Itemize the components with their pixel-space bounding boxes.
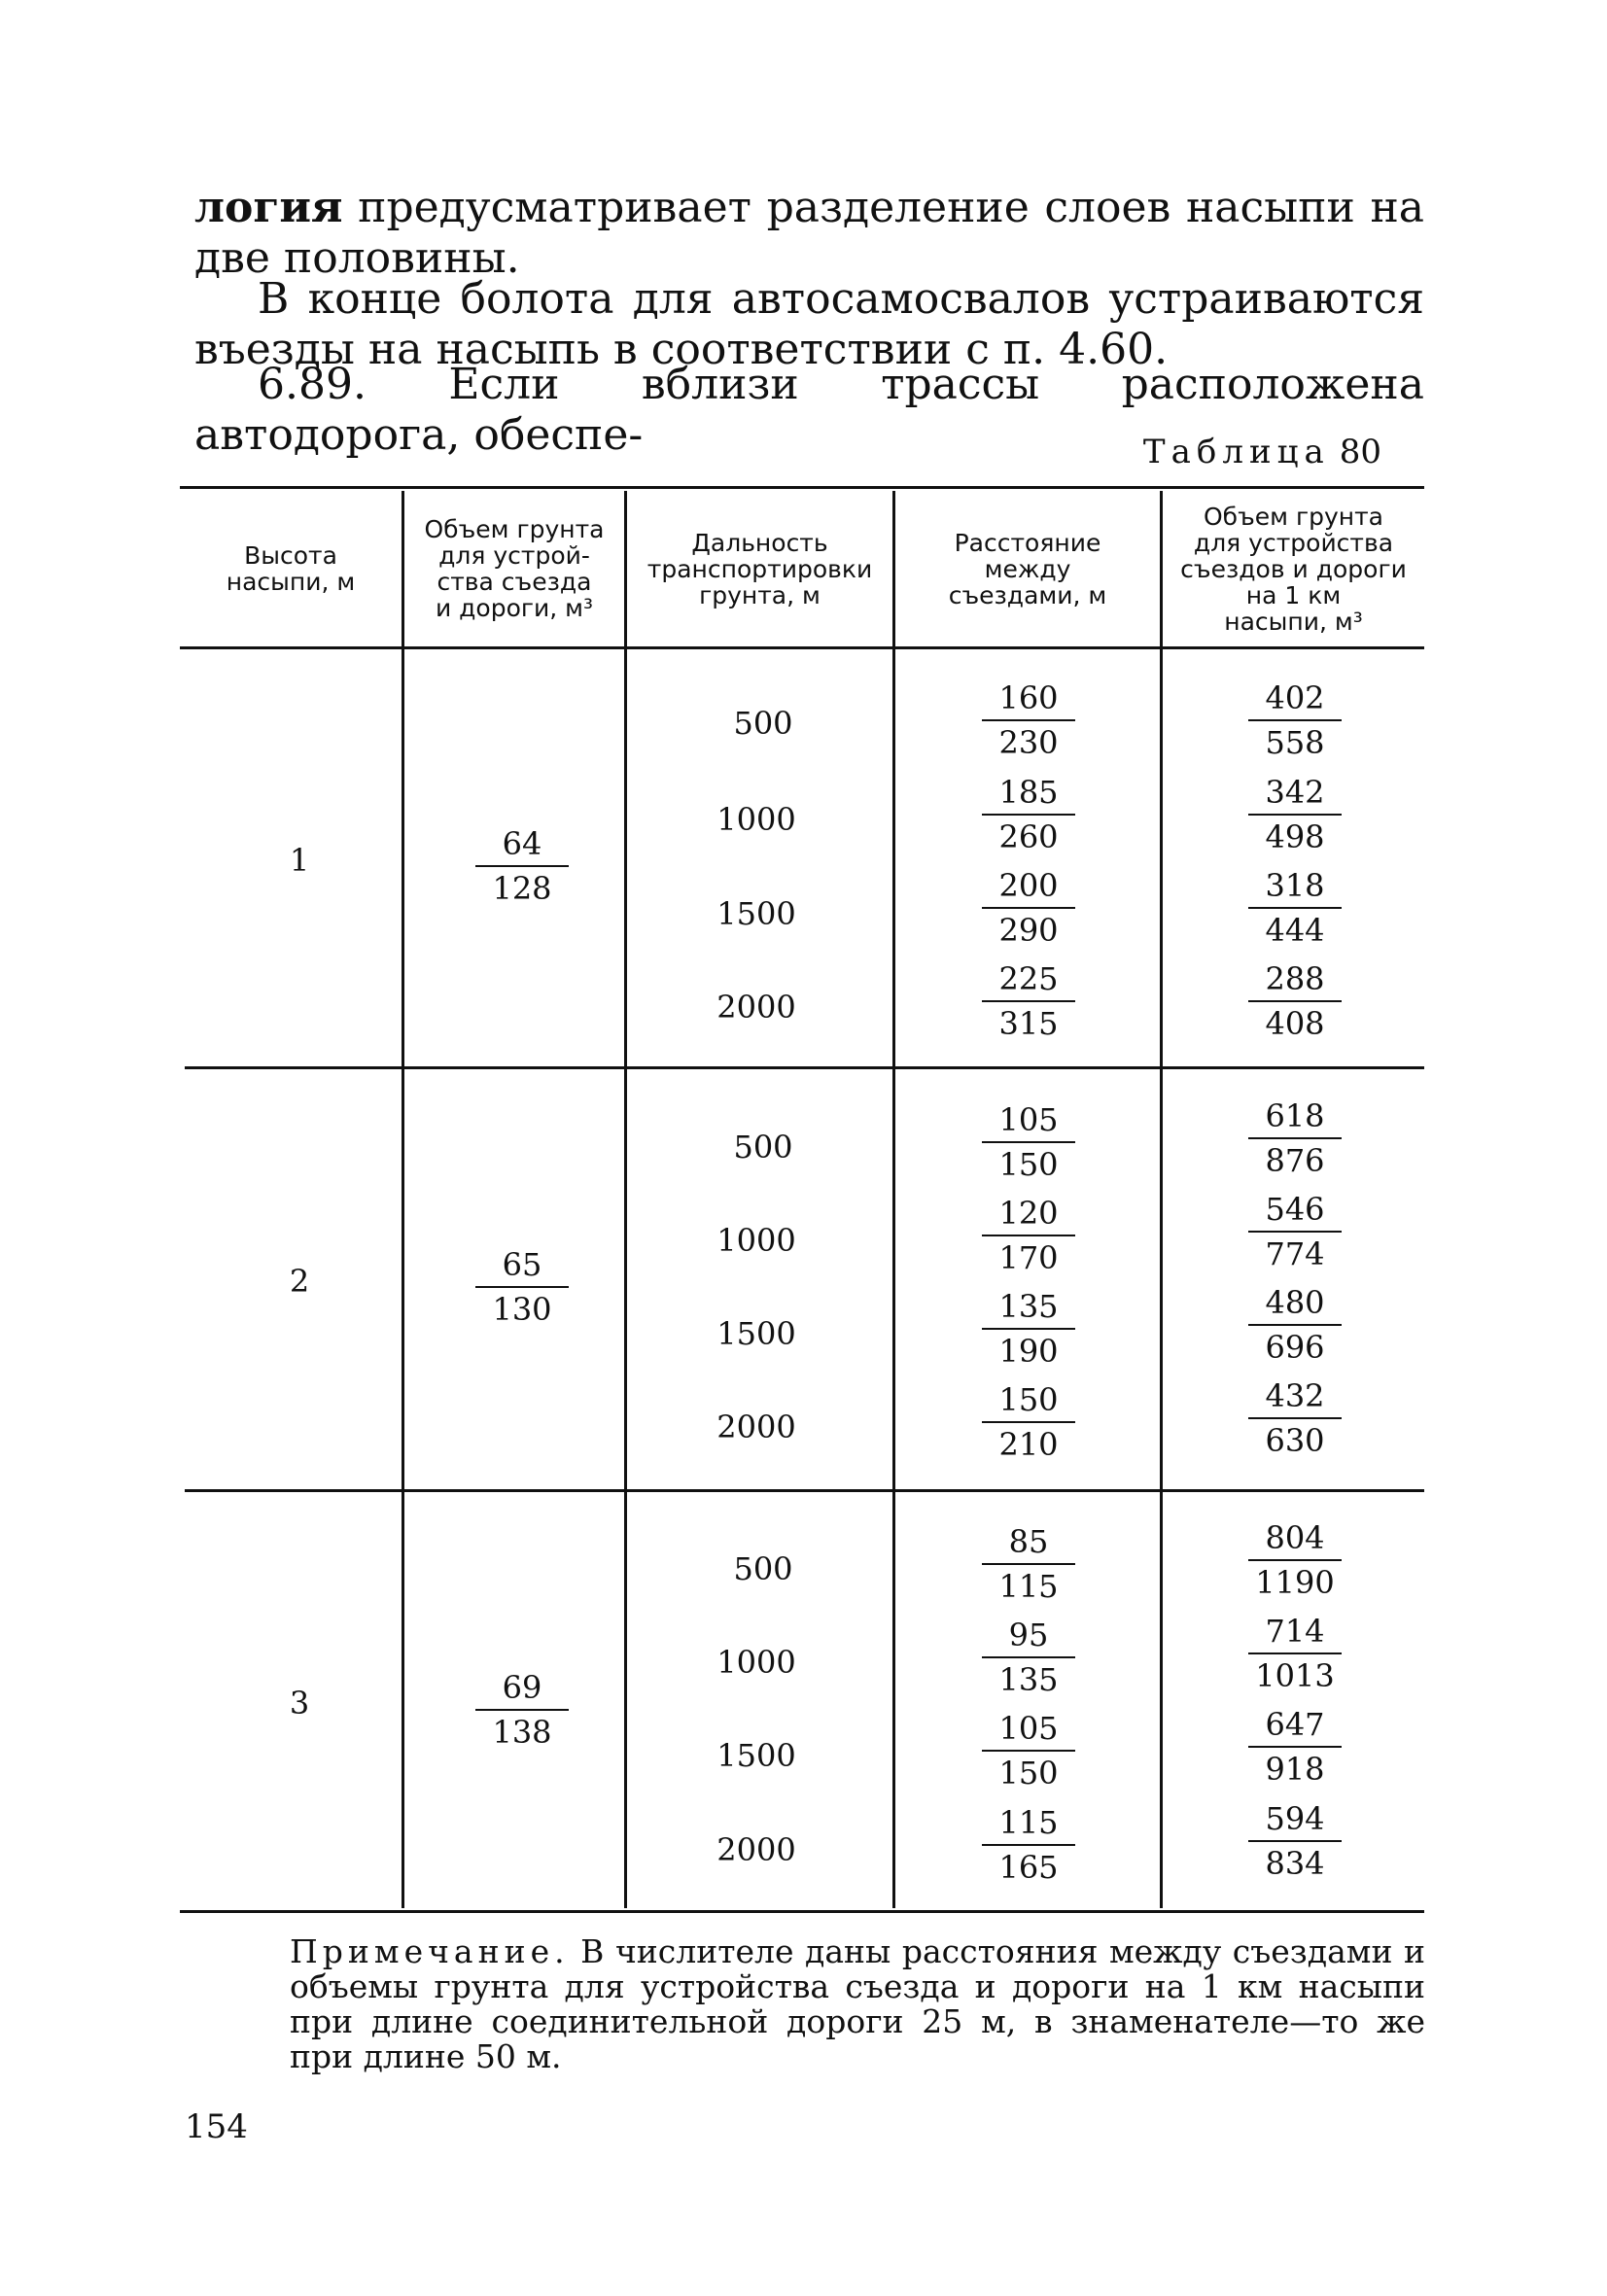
paragraph-2: В конце болота для автосамосвалов устраиваются въезды на насыпь в соответствии с п. 4.60.	[194, 274, 1424, 374]
group-2-row-2-distance: 1000	[716, 1222, 796, 1259]
group-3-height: 3	[289, 1685, 310, 1722]
table-header-rule	[180, 646, 1424, 649]
paragraph-1	[194, 183, 1424, 284]
group-1-row-1-volume-km: 402 558	[1246, 680, 1344, 760]
group-3-row-4-volume-km: 594 834	[1246, 1801, 1344, 1881]
group-2-height: 2	[289, 1263, 310, 1300]
group-2-row-3-volume-km: 480 696	[1246, 1285, 1344, 1365]
paragraph-1-text: предусматривает разделение слоев насыпи на две половины.	[194, 183, 1424, 283]
table-note	[290, 1934, 1425, 2074]
group-3-row-2-distance: 1000	[716, 1644, 796, 1681]
note-text: В числителе даны расстояния между съездами и объемы грунта для устройства съезда и дороги на 1 км насыпи при длине соединительной дороги 25 м, в знаменателе—то же при длине 50 м.	[290, 1932, 1425, 2075]
column-rule-4	[1160, 491, 1163, 1908]
group-2-rule	[185, 1489, 1424, 1492]
group-2-row-1-spacing: 105 150	[980, 1102, 1077, 1182]
group-1-row-4-distance: 2000	[716, 989, 796, 1026]
column-rule-3	[892, 491, 895, 1908]
note-label: Примечание.	[290, 1932, 570, 1970]
group-3-row-2-spacing: 95 135	[980, 1618, 1077, 1697]
column-rule-2	[624, 491, 627, 1908]
group-1-row-4-volume-km: 288 408	[1246, 961, 1344, 1041]
group-1-volume: 64 128	[473, 826, 571, 906]
group-3-row-2-volume-km: 714 1013	[1246, 1614, 1344, 1693]
group-1-row-1-distance: 500	[733, 705, 793, 742]
group-2-row-4-distance: 2000	[716, 1409, 796, 1445]
group-1-row-2-distance: 1000	[716, 801, 796, 838]
group-3-row-3-distance: 1500	[716, 1737, 796, 1774]
group-2-volume: 65 130	[473, 1247, 571, 1327]
group-2-row-2-volume-km: 546 774	[1246, 1192, 1344, 1271]
group-2-row-4-spacing: 150 210	[980, 1382, 1077, 1462]
column-rule-1	[402, 491, 404, 1908]
group-1-row-1-spacing: 160 230	[980, 680, 1077, 760]
group-1-rule	[185, 1066, 1424, 1069]
header-volume-per-km: Объем грунта для устройства съездов и дороги на 1 км насыпи, м³	[1180, 502, 1407, 636]
group-3-row-1-spacing: 85 115	[980, 1524, 1077, 1604]
group-1-row-3-spacing: 200 290	[980, 868, 1077, 948]
group-3-row-1-volume-km: 804 1190	[1246, 1520, 1344, 1600]
group-2-row-3-distance: 1500	[716, 1315, 796, 1352]
page-number: 154	[185, 2107, 248, 2146]
group-3-row-4-spacing: 115 165	[980, 1805, 1077, 1885]
group-2-row-2-spacing: 120 170	[980, 1196, 1077, 1275]
group-1-row-4-spacing: 225 315	[980, 961, 1077, 1041]
group-1-height: 1	[289, 842, 310, 879]
group-2-row-1-volume-km: 618 876	[1246, 1098, 1344, 1178]
paragraph-3: 6.89. Если вблизи трассы расположена автодорога, обеспе-	[194, 360, 1424, 460]
group-2-row-1-distance: 500	[733, 1129, 793, 1165]
header-spacing: Расстояние между съездами, м	[948, 528, 1107, 609]
group-1-row-3-distance: 1500	[716, 895, 796, 932]
group-3-row-1-distance: 500	[733, 1550, 793, 1587]
header-volume: Объем грунта для устрой- ства съезда и дороги, м³	[424, 515, 605, 622]
group-1-row-2-volume-km: 342 498	[1246, 775, 1344, 854]
group-2-row-4-volume-km: 432 630	[1246, 1378, 1344, 1458]
table-caption	[1143, 433, 1381, 471]
group-3-row-3-volume-km: 647 918	[1246, 1707, 1344, 1787]
header-height: Высота насыпи, м	[226, 541, 356, 596]
table-number: 80	[1339, 433, 1381, 471]
group-1-row-3-volume-km: 318 444	[1246, 868, 1344, 948]
group-1-row-2-spacing: 185 260	[980, 775, 1077, 854]
header-distance: Дальность транспортировки грунта, м	[646, 528, 873, 609]
group-3-row-3-spacing: 105 150	[980, 1711, 1077, 1791]
table-bottom-rule	[180, 1910, 1424, 1913]
group-3-volume: 69 138	[473, 1670, 571, 1750]
paragraph-1-bold-word: логия	[194, 183, 343, 232]
table-top-rule	[180, 486, 1424, 489]
table-caption-label: Таблица	[1142, 433, 1330, 471]
group-3-row-4-distance: 2000	[716, 1831, 796, 1868]
group-2-row-3-spacing: 135 190	[980, 1289, 1077, 1369]
